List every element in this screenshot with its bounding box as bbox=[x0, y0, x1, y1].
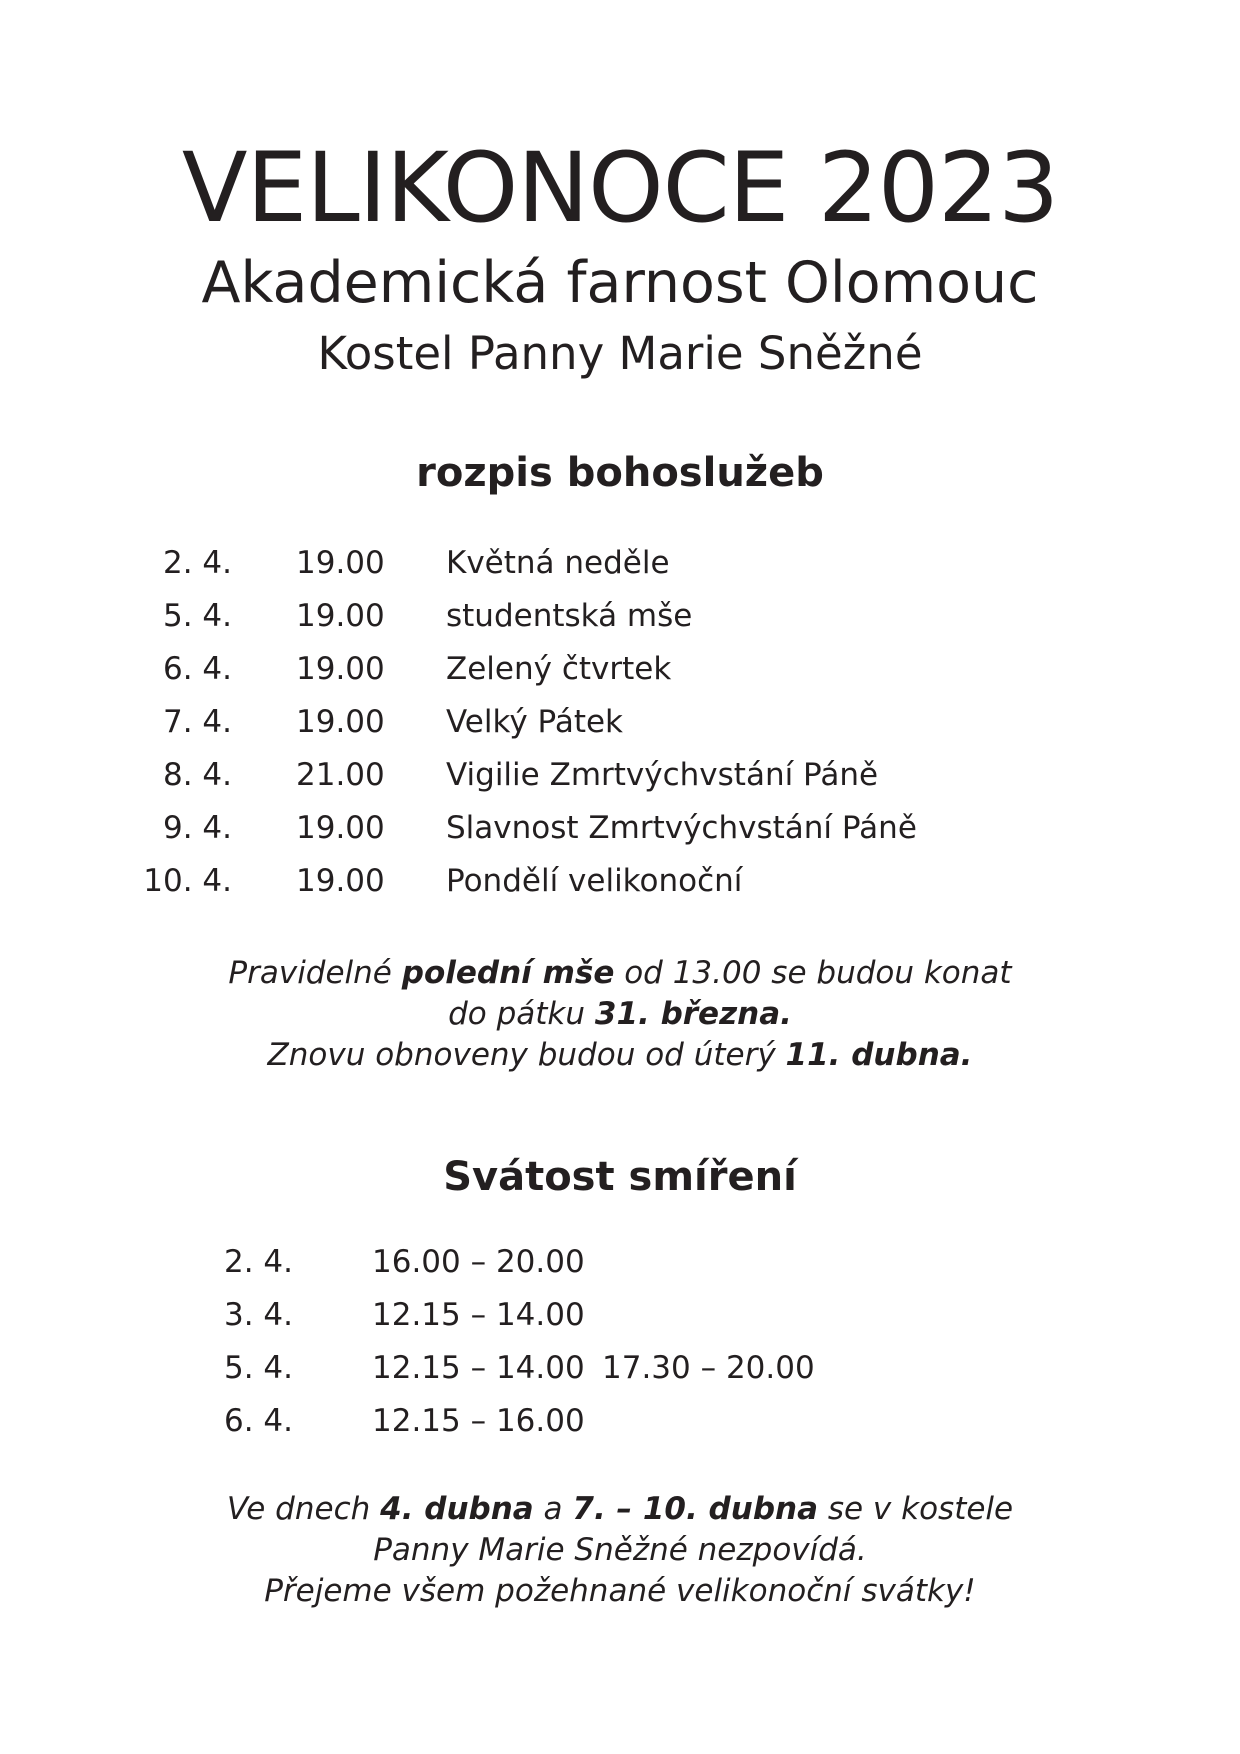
service-date: 5. 4. bbox=[162, 598, 232, 634]
noon-mass-note-line-2 bbox=[0, 994, 1240, 1035]
note-emphasis: 31. března. bbox=[594, 996, 792, 1032]
note-text: od 13.00 se budou konat bbox=[614, 955, 1012, 991]
service-name: Květná neděle bbox=[446, 545, 670, 581]
confession-date: 5. 4. bbox=[224, 1350, 294, 1386]
closing-note-line-2: Panny Marie Sněžné nezpovídá. bbox=[373, 1532, 867, 1568]
service-name: studentská mše bbox=[446, 598, 693, 634]
note-text: Pravidelné bbox=[228, 955, 402, 991]
service-row bbox=[0, 803, 1240, 853]
service-date: 9. 4. bbox=[162, 810, 232, 846]
church-name: Kostel Panny Marie Sněžné bbox=[317, 327, 923, 380]
confession-time-2: 17.30 – 20.00 bbox=[602, 1350, 815, 1386]
closing-note-line-3: Přejeme všem požehnané velikonoční svátky! bbox=[264, 1573, 976, 1609]
service-time: 19.00 bbox=[296, 545, 385, 581]
service-time: 21.00 bbox=[296, 757, 385, 793]
confession-date: 3. 4. bbox=[224, 1297, 294, 1333]
note-emphasis: 7. – 10. dubna bbox=[572, 1491, 818, 1527]
note-emphasis: 11. dubna. bbox=[785, 1037, 973, 1073]
service-row bbox=[0, 697, 1240, 747]
confession-date: 6. 4. bbox=[224, 1403, 294, 1439]
confession-time: 12.15 – 14.00 bbox=[372, 1297, 585, 1333]
confession-row bbox=[0, 1396, 1240, 1446]
page-title: VELIKONOCE 2023 bbox=[181, 132, 1059, 244]
service-date: 2. 4. bbox=[162, 545, 232, 581]
service-time: 19.00 bbox=[296, 704, 385, 740]
confession-heading: Svátost smíření bbox=[443, 1154, 797, 1200]
closing-note-line-1 bbox=[0, 1489, 1240, 1530]
service-row bbox=[0, 644, 1240, 694]
service-row bbox=[0, 856, 1240, 906]
service-row bbox=[0, 538, 1240, 588]
service-time: 19.00 bbox=[296, 598, 385, 634]
note-emphasis: polední mše bbox=[401, 955, 615, 991]
confession-time: 12.15 – 14.00 bbox=[372, 1350, 585, 1386]
service-date: 8. 4. bbox=[162, 757, 232, 793]
parish-name: Akademická farnost Olomouc bbox=[201, 250, 1039, 316]
confession-time: 12.15 – 16.00 bbox=[372, 1403, 585, 1439]
service-time: 19.00 bbox=[296, 810, 385, 846]
service-date: 7. 4. bbox=[162, 704, 232, 740]
note-text: a bbox=[533, 1491, 573, 1527]
confession-row bbox=[0, 1290, 1240, 1340]
service-row bbox=[0, 591, 1240, 641]
service-row bbox=[0, 750, 1240, 800]
service-name: Velký Pátek bbox=[446, 704, 624, 740]
service-name: Zelený čtvrtek bbox=[446, 651, 672, 687]
confession-date: 2. 4. bbox=[224, 1244, 294, 1280]
confession-row bbox=[0, 1343, 1240, 1393]
note-text: Ve dnech bbox=[226, 1491, 381, 1527]
service-time: 19.00 bbox=[296, 863, 385, 899]
service-name: Pondělí velikonoční bbox=[446, 863, 743, 899]
confession-row bbox=[0, 1237, 1240, 1287]
service-date: 10. 4. bbox=[143, 863, 232, 899]
services-heading: rozpis bohoslužeb bbox=[416, 450, 824, 496]
service-time: 19.00 bbox=[296, 651, 385, 687]
noon-mass-note-line-3 bbox=[0, 1035, 1240, 1076]
confession-time: 16.00 – 20.00 bbox=[372, 1244, 585, 1280]
note-text: do pátku bbox=[448, 996, 595, 1032]
service-name: Slavnost Zmrtvýchvstání Páně bbox=[446, 810, 917, 846]
note-emphasis: 4. dubna bbox=[380, 1491, 534, 1527]
service-name: Vigilie Zmrtvýchvstání Páně bbox=[446, 757, 879, 793]
note-text: se v kostele bbox=[818, 1491, 1014, 1527]
noon-mass-note-line-1 bbox=[0, 953, 1240, 994]
service-date: 6. 4. bbox=[162, 651, 232, 687]
note-text: Znovu obnoveny budou od úterý bbox=[267, 1037, 786, 1073]
